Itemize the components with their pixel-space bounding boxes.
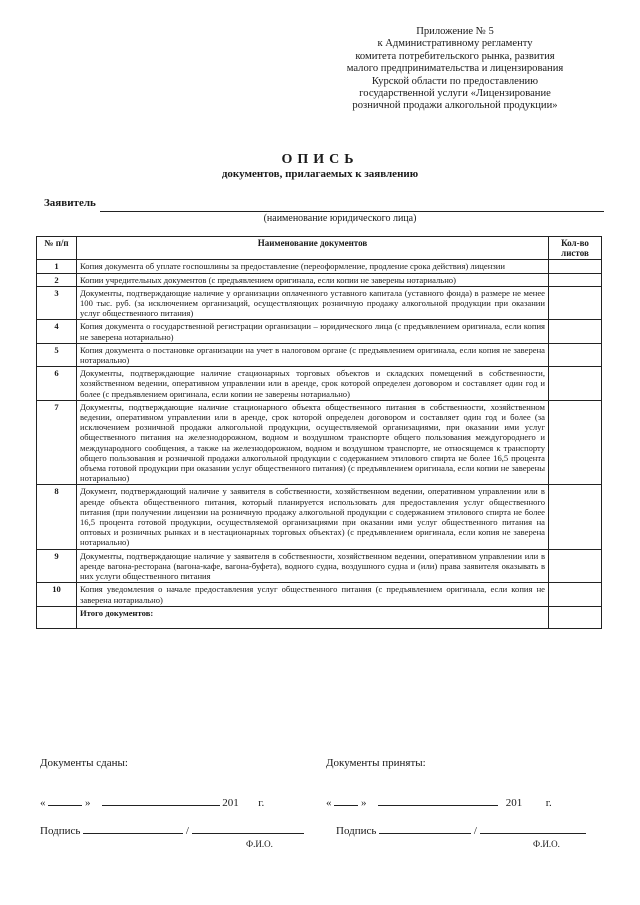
row-text: Копия уведомления о начале предоставления услуг общественного питания (с предъявлением оригинала, если копия не заверена нотариально) (77, 583, 549, 606)
year-suffix: г. (545, 797, 552, 809)
row-num: 3 (37, 286, 77, 320)
row-count-cell[interactable] (549, 583, 602, 606)
appendix-line: розничной продажи алкогольной продукции» (352, 100, 558, 112)
table-row (37, 273, 602, 286)
row-count-cell[interactable] (549, 367, 602, 401)
year-prefix: 201 (222, 797, 239, 809)
row-text: Копия документа о постановке организации на учет в налоговом органе (с предъявлением оригинала, если копия не заверена нотариально) (77, 343, 549, 366)
row-num: 1 (37, 260, 77, 273)
row-text: Документы, подтверждающие наличие стационарных торговых объектов и складских помещений в собственности, хозяйственном ведении, оперативном управлении или в аренде, срок которой определен договором и составляет один год и более (с предъявлением оригинала, если копии не заверены нотариально) (77, 367, 549, 401)
row-num: 6 (37, 367, 77, 401)
applicant-field[interactable] (100, 211, 604, 212)
header-count: Кол-во листов (549, 237, 602, 260)
header-num: № п/п (37, 237, 77, 260)
slash: / (473, 825, 477, 837)
row-count-cell[interactable] (549, 549, 602, 583)
table-total-row (37, 606, 602, 628)
row-count-cell[interactable] (549, 286, 602, 320)
quote-close: » (85, 797, 91, 809)
applicant-hint: (наименование юридического лица) (263, 213, 417, 224)
signature-label: Подпись (336, 825, 377, 837)
row-num: 7 (37, 400, 77, 485)
accepted-date (326, 795, 552, 809)
total-count-cell[interactable] (549, 606, 602, 628)
quote-open: « (326, 797, 332, 809)
row-num: 4 (37, 320, 77, 343)
total-num-cell (37, 606, 77, 628)
accepted-signature-field[interactable] (379, 823, 471, 834)
applicant-label: Заявитель (44, 197, 96, 209)
quote-open: « (40, 797, 46, 809)
slash: / (185, 825, 189, 837)
document-subtitle: документов, прилагаемых к заявлению (221, 168, 419, 180)
total-label: Итого документов: (77, 606, 549, 628)
header-name: Наименование документов (77, 237, 549, 260)
row-count-cell[interactable] (549, 400, 602, 485)
row-text: Копия документа об уплате госпошлины за предоставление (переоформление, продление срока действия) лицензии (77, 260, 549, 273)
submitted-signature-field[interactable] (83, 823, 183, 834)
documents-table (36, 236, 602, 629)
table-row (37, 367, 602, 401)
accepted-name-field[interactable] (480, 823, 586, 834)
accepted-label: Документы приняты: (326, 757, 426, 769)
submitted-day-field[interactable] (48, 795, 82, 806)
accepted-month-field[interactable] (378, 795, 498, 806)
row-text: Копия документа о государственной регистрации организации – юридического лица (с предъявлением оригинала, если копия не заверена нотариально) (77, 320, 549, 343)
submitted-signature (40, 823, 304, 837)
year-prefix: 201 (505, 797, 523, 809)
row-num: 10 (37, 583, 77, 606)
accepted-year-field[interactable] (525, 796, 543, 806)
quote-close: » (361, 797, 367, 809)
submitted-month-field[interactable] (102, 795, 220, 806)
row-count-cell[interactable] (549, 260, 602, 273)
table-row (37, 286, 602, 320)
signature-label: Подпись (40, 825, 81, 837)
row-count-cell[interactable] (549, 485, 602, 549)
table-row (37, 485, 602, 549)
row-count-cell[interactable] (549, 273, 602, 286)
appendix-line: к Административному регламенту (377, 38, 533, 50)
table-row (37, 320, 602, 343)
row-text: Документы, подтверждающие наличие у заявителя в собственности, хозяйственном ведении, оперативном управлении или в аренде вагона-ресторана (вагона-кафе, вагона-буфета), водного судна, воздушного судна и (или) права заявителя оказывать в них услуги общественного питания (77, 549, 549, 583)
row-num: 9 (37, 549, 77, 583)
row-num: 2 (37, 273, 77, 286)
row-count-cell[interactable] (549, 320, 602, 343)
table-row (37, 260, 602, 273)
row-num: 5 (37, 343, 77, 366)
year-suffix: г. (258, 797, 265, 809)
row-text: Документы, подтверждающие наличие у организации оплаченного уставного капитала (уставного фонда) в размере не менее 100 тыс. руб. (за исключением организаций, осуществляющих розничную продажу алкогольной продукции при оказании услуг общественного питания) (77, 286, 549, 320)
submitted-date (40, 795, 264, 809)
appendix-line: малого предпринимательства и лицензирования (346, 63, 564, 75)
row-count-cell[interactable] (549, 343, 602, 366)
table-row (37, 583, 602, 606)
appendix-line: Приложение № 5 (416, 26, 494, 37)
submitted-fio-label: Ф.И.О. (246, 839, 273, 849)
accepted-fio-label: Ф.И.О. (533, 839, 560, 849)
accepted-signature (336, 823, 586, 837)
document-title: ОПИСЬ (281, 152, 359, 167)
submitted-year-field[interactable] (242, 796, 256, 806)
row-text: Документ, подтверждающий наличие у заявителя в собственности, хозяйственном ведении, оперативном управлении или в аренде объекта общественного питания, который планируется использовать для предоставления услуг общественного питания (при получении лицензии на розничную продажу алкогольной продукции с содержанием этилового спирта не более 16,5 процента готовой продукции, осуществляемой организациями при оказании ими услуг общественного питания на оптовых и розничных рынках и в нестационарных торговых объектах) (с предъявлением оригинала, если копия не заверена нотариально) (77, 485, 549, 549)
row-num: 8 (37, 485, 77, 549)
submitted-label: Документы сданы: (40, 757, 128, 769)
table-row (37, 549, 602, 583)
appendix-line: комитета потребительского рынка, развития (355, 50, 555, 62)
table-row (37, 400, 602, 485)
accepted-day-field[interactable] (334, 795, 358, 806)
appendix-line: государственной услуги «Лицензирование (359, 88, 551, 100)
appendix-header (330, 26, 580, 113)
submitted-name-field[interactable] (192, 823, 304, 834)
appendix-line: Курской области по предоставлению (371, 75, 539, 87)
row-text: Копии учредительных документов (с предъявлением оригинала, если копии не заверены нотариально) (77, 273, 549, 286)
table-row (37, 343, 602, 366)
table-header-row (37, 237, 602, 260)
row-text: Документы, подтверждающие наличие стационарного объекта общественного питания в собственности, хозяйственном ведении, оперативном управлении или в аренде, срок которой определен договором и составляет один год и более (за исключением розничной продажи алкогольной продукции, осуществляемой организациями, при оказании ими услуг общественного питания на железнодорожном, водном и воздушном транспорте общего пользования междугороднего и международного сообщения, а также на железнодорожном, водном и воздушном транспорте, не относящемся к транспорту общего пользования и розничной продажи алкогольной продукции с содержанием этилового спирта не более 16,5 процента объема готовой продукции при оказании услуг общественного питания) (с предъявлением оригинала, если копии не заверены нотариально) (77, 400, 549, 485)
